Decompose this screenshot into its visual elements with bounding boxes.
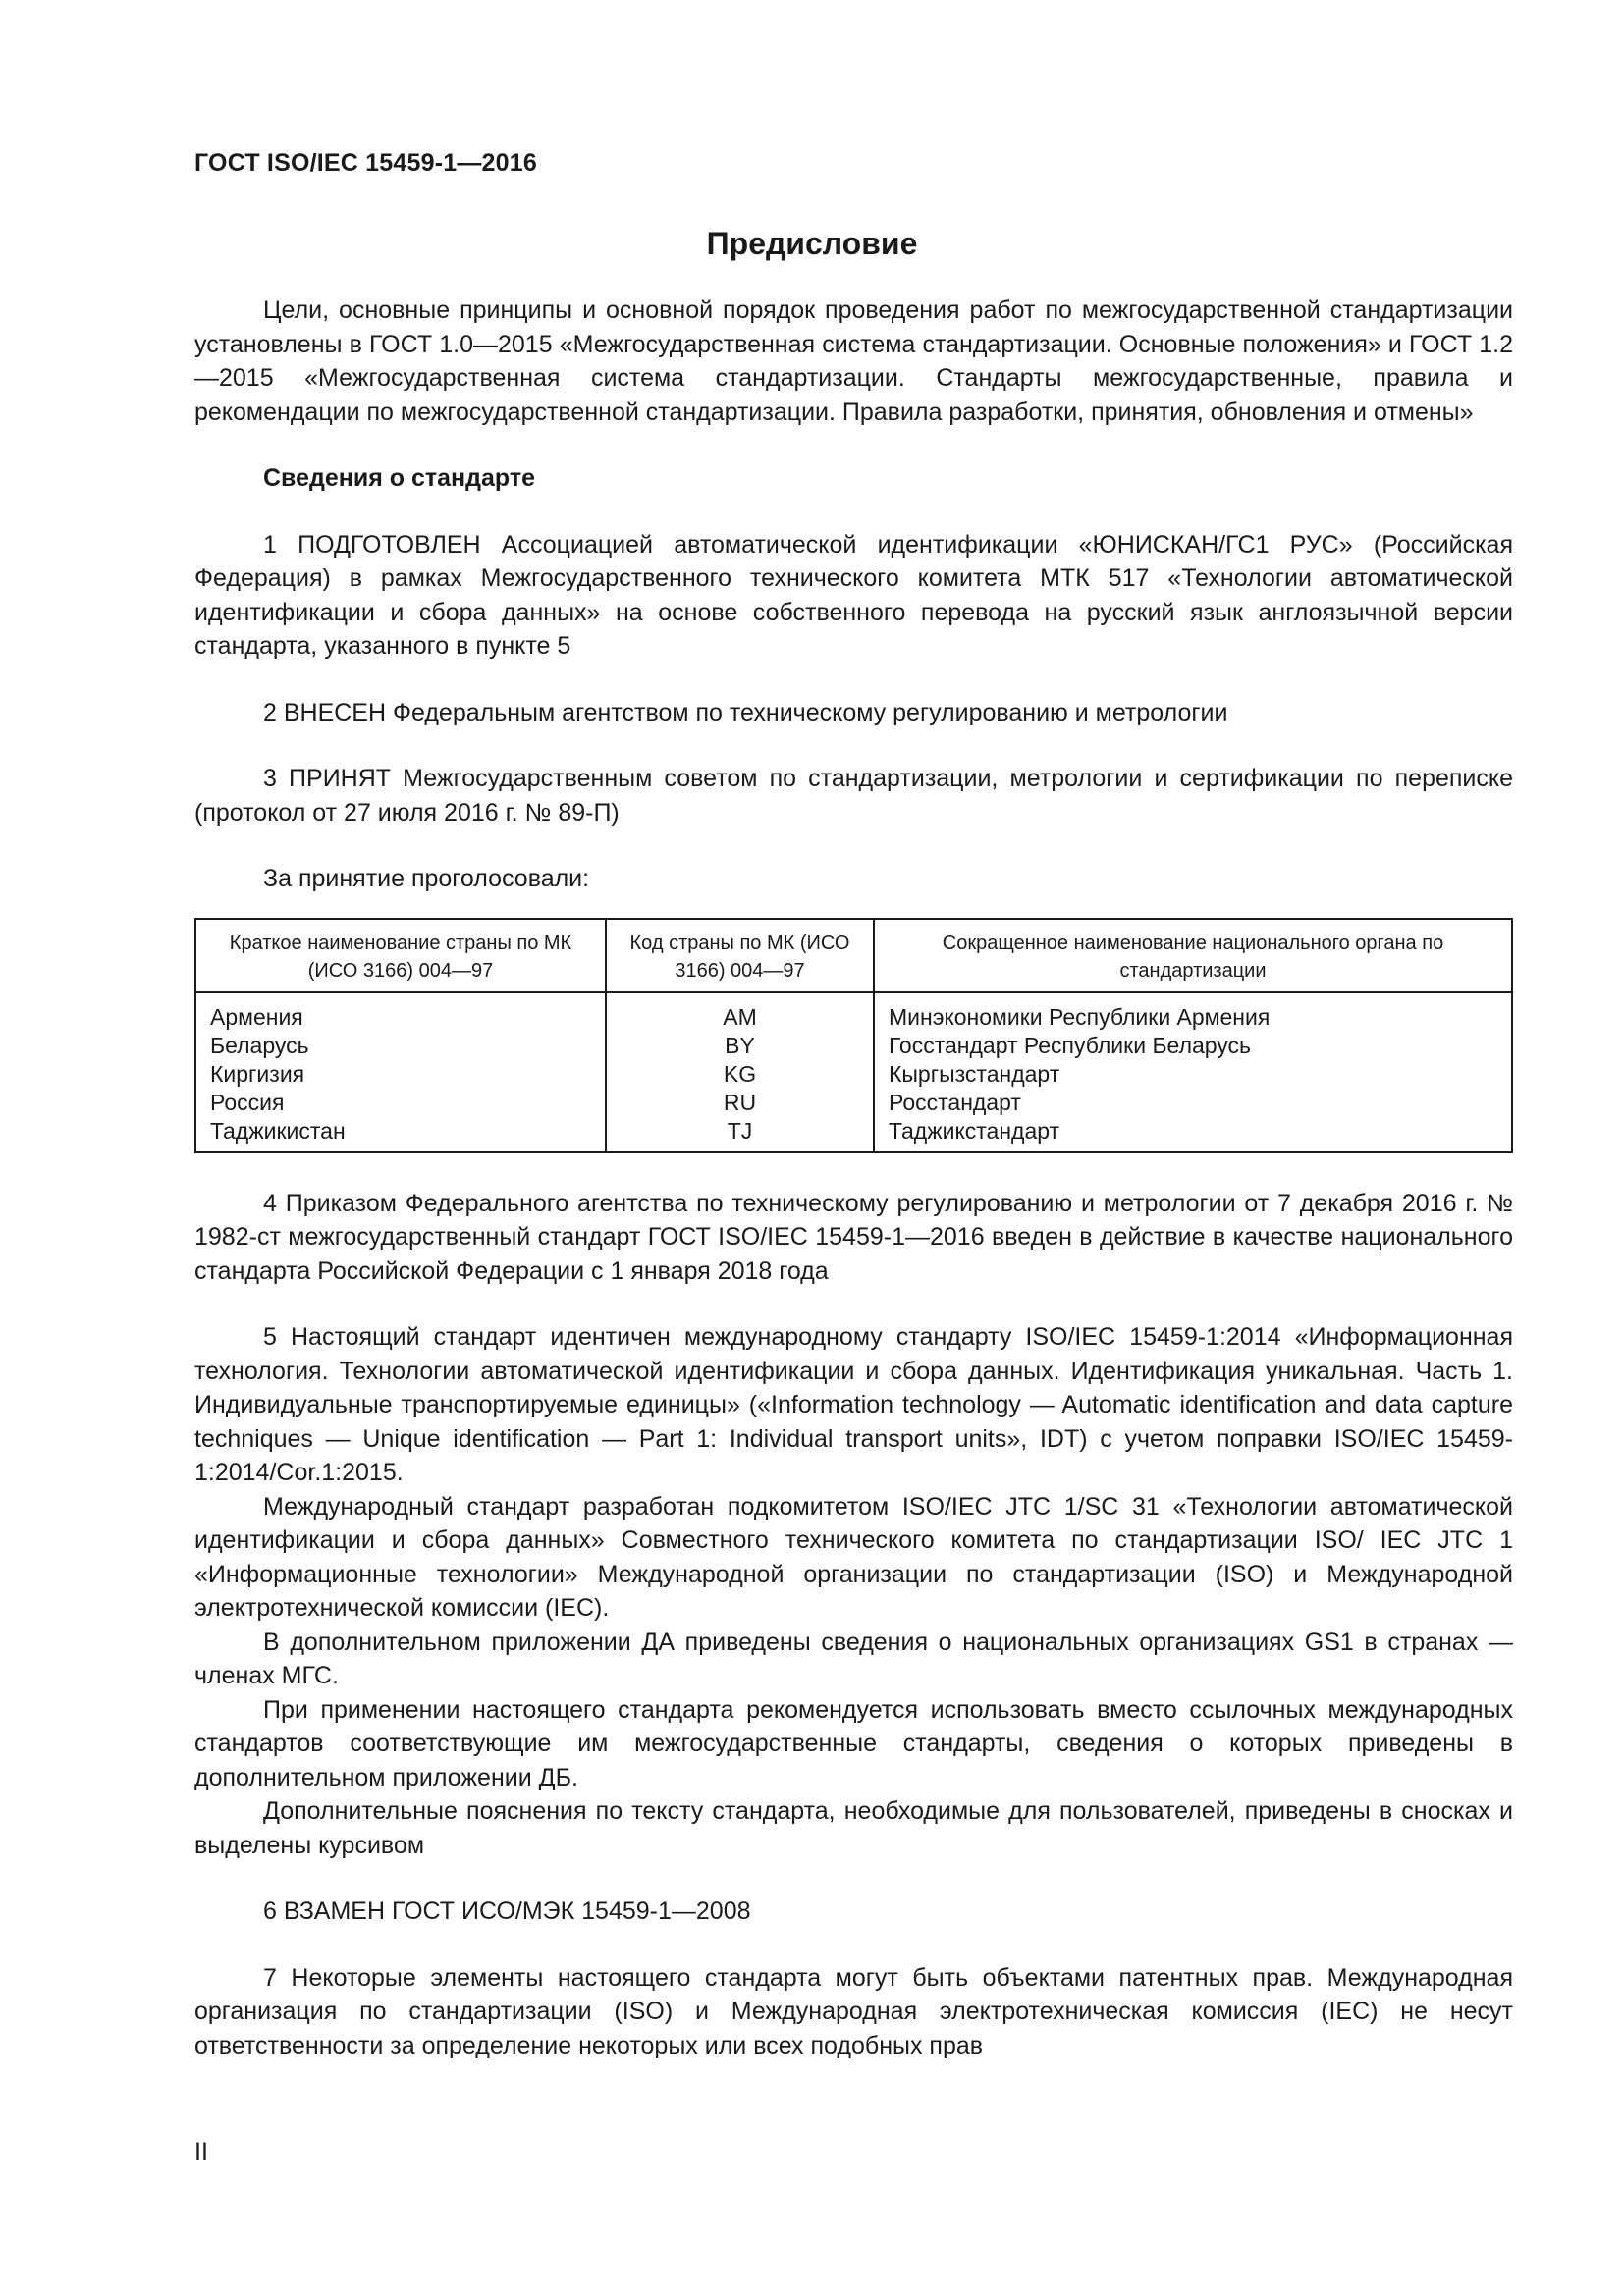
country-code: AM xyxy=(606,992,874,1032)
country-name: Армения xyxy=(195,992,606,1032)
item-2-paragraph: 2 ВНЕСЕН Федеральным агентством по техническому регулированию и метрологии xyxy=(263,698,1228,726)
voting-countries-table xyxy=(194,918,1513,1153)
table-row xyxy=(195,992,1512,1032)
table-header-code: Код страны по МК (ИСО 3166) 004—97 xyxy=(606,919,874,992)
authority-name: Госстандарт Республики Беларусь xyxy=(874,1032,1512,1060)
item-3-paragraph: 3 ПРИНЯТ Межгосударственным советом по стандартизации, метрологии и сертификации по переписке (протокол от 27 июля 2016 г. № 89-П) xyxy=(194,765,1513,827)
table-row xyxy=(195,1032,1512,1060)
item-5-paragraph-5: Дополнительные пояснения по тексту стандарта, необходимые для пользователей, приведены в сносках и выделены курсивом xyxy=(194,1797,1513,1859)
item-5-paragraph-4: При применении настоящего стандарта рекомендуется использовать вместо ссылочных международных стандартов соответствующие им межгосударственные стандарты, сведения о которых приведены в дополнительном приложении ДБ. xyxy=(194,1695,1513,1791)
table-header-authority: Сокращенное наименование национального органа по стандартизации xyxy=(874,919,1512,992)
table-header-row xyxy=(195,919,1512,992)
table-row xyxy=(195,1060,1512,1089)
authority-name: Таджикстандарт xyxy=(874,1117,1512,1152)
country-name: Россия xyxy=(195,1089,606,1117)
item-7-paragraph: 7 Некоторые элементы настоящего стандарта могут быть объектами патентных прав. Международная организация по стандартизации (ISO) и Международная электротехническая комиссия (IEC) не несут ответственности за определение некоторых или всех подобных прав xyxy=(194,1963,1513,2059)
item-1-paragraph: 1 ПОДГОТОВЛЕН Ассоциацией автоматической идентификации «ЮНИСКАН/ГС1 РУС» (Российская Федерация) в рамках Межгосударственного технического комитета МТК 517 «Технологии автоматической идентификации и сбора данных» на основе собственного перевода на русский язык англоязычной версии стандарта, указанного в пункте 5 xyxy=(194,530,1513,660)
table-row xyxy=(195,1089,1512,1117)
country-name: Киргизия xyxy=(195,1060,606,1089)
item-5-paragraph: 5 Настоящий стандарт идентичен международному стандарту ISO/IEC 15459-1:2014 «Информационная технология. Технологии автоматической идентификации и сбора данных. Идентификация уникальная. Часть 1. Индивидуальные транспортируемые единицы» («Information technology — Automatic identification and data capture techniques — Unique identification — Part 1: Individual transport units», IDT) с учетом поправки ISO/IEC 15459-1:2014/Cor.1:2015. xyxy=(194,1323,1513,1486)
votes-intro: За принятие проголосовали: xyxy=(263,865,590,892)
authority-name: Кыргызстандарт xyxy=(874,1060,1512,1089)
item-5-paragraph-2: Международный стандарт разработан подкомитетом ISO/IEC JTC 1/SC 31 «Технологии автоматической идентификации и сбора данных» Совместного технического комитета по стандартизации ISO/ IEC JTC 1 «Информационные технологии» Международной организации по стандартизации (ISO) и Международной электротехнической комиссии (IEC). xyxy=(194,1492,1513,1622)
item-5-paragraph-3: В дополнительном приложении ДА приведены сведения о национальных организациях GS1 в странах — членах МГС. xyxy=(194,1628,1513,1689)
table-header-country: Краткое наименование страны по МК (ИСО 3166) 004—97 xyxy=(195,919,606,992)
country-code: KG xyxy=(606,1060,874,1089)
table-row xyxy=(195,1117,1512,1152)
authority-name: Минэкономики Республики Армения xyxy=(874,992,1512,1032)
intro-paragraph: Цели, основные принципы и основной порядок проведения работ по межгосударственной стандартизации установлены в ГОСТ 1.0—2015 «Межгосударственная система стандартизации. Основные положения» и ГОСТ 1.2—2015 «Межгосударственная система стандартизации. Стандарты межгосударственные, правила и рекомендации по межгосударственной стандартизации. Правила разработки, принятия, обновления и отмены» xyxy=(194,296,1513,426)
page-title: Предисловие xyxy=(706,226,918,261)
authority-name: Росстандарт xyxy=(874,1089,1512,1117)
country-name: Таджикистан xyxy=(195,1117,606,1152)
item-4-paragraph: 4 Приказом Федерального агентства по техническому регулированию и метрологии от 7 декабря 2016 г. № 1982-ст межгосударственный стандарт ГОСТ ISO/IEC 15459-1—2016 введен в действие в качестве национального стандарта Российской Федерации с 1 января 2018 года xyxy=(194,1189,1513,1285)
country-code: TJ xyxy=(606,1117,874,1152)
country-code: BY xyxy=(606,1032,874,1060)
country-name: Беларусь xyxy=(195,1032,606,1060)
item-6-paragraph: 6 ВЗАМЕН ГОСТ ИСО/МЭК 15459-1—2008 xyxy=(263,1897,751,1925)
document-body xyxy=(194,294,1513,2062)
document-header-id: ГОСТ ISO/IEC 15459-1—2016 xyxy=(194,149,537,177)
page-number: II xyxy=(194,2138,208,2165)
section-subheading: Сведения о стандарте xyxy=(263,464,536,492)
country-code: RU xyxy=(606,1089,874,1117)
